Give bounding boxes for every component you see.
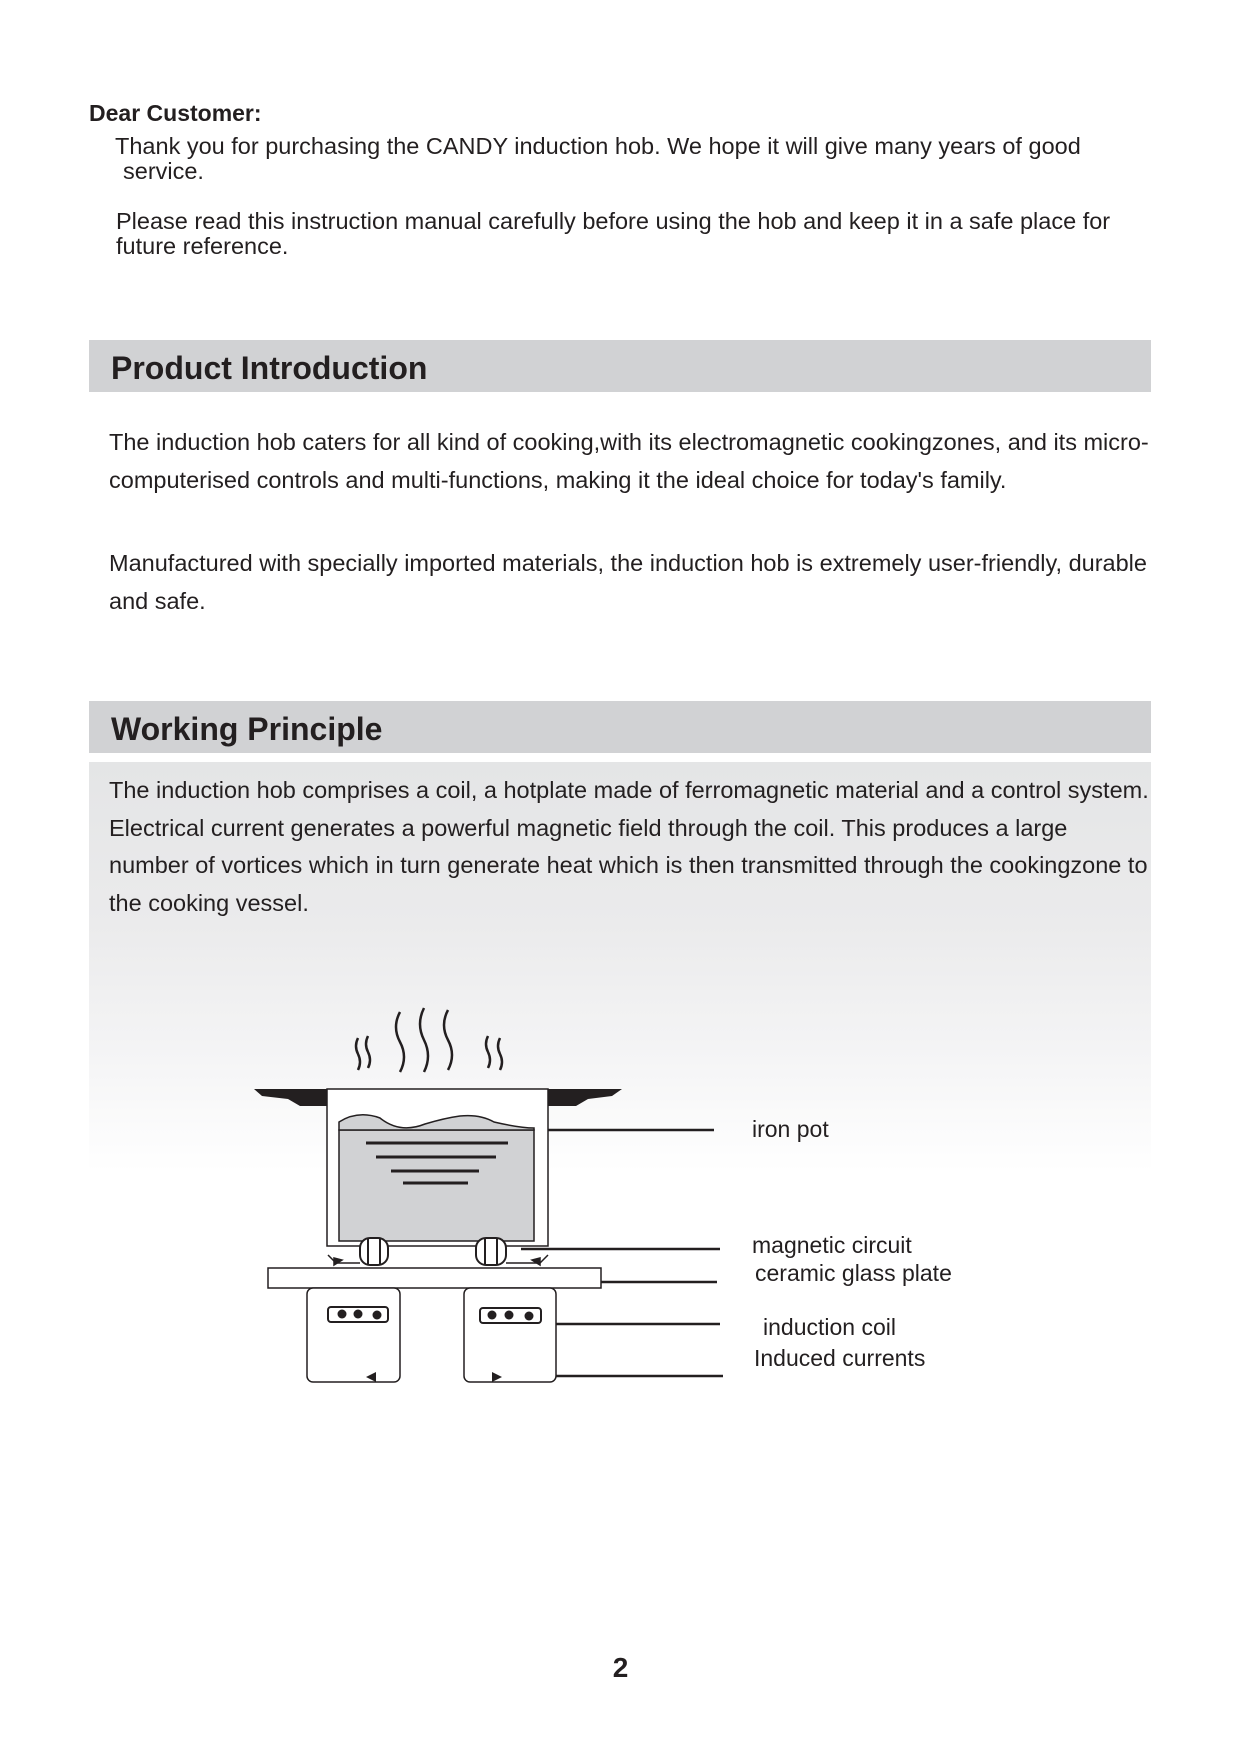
section-title: Product Introduction — [111, 350, 428, 386]
label-ceramic-glass-plate: ceramic glass plate — [755, 1260, 952, 1286]
label-iron-pot: iron pot — [752, 1116, 829, 1142]
thanks-paragraph-line2: service. — [123, 158, 204, 184]
label-magnetic-circuit: magnetic circuit — [752, 1232, 912, 1258]
ceramic-glass-plate-icon — [268, 1268, 601, 1288]
iron-pot-icon — [327, 1089, 548, 1246]
thanks-paragraph-line1: Thank you for purchasing the CANDY induction hob. We hope it will give many years of good — [115, 133, 1081, 159]
greeting: Dear Customer: — [89, 100, 262, 126]
steam-icon — [356, 1008, 502, 1072]
label-induction-coil: induction coil — [763, 1314, 896, 1340]
working-principle-paragraph: The induction hob comprises a coil, a hotplate made of ferromagnetic material and a control system. Electrical current generates a powerful magnetic field through the coil. This produces a large number of vortices which in turn generate heat which is then transmitted through the cookingzone to the cooking vessel. — [109, 777, 1149, 916]
page-number: 2 — [612, 1652, 629, 1683]
label-induced-currents: Induced currents — [754, 1345, 926, 1371]
section-title: Working Principle — [111, 711, 383, 747]
read-manual-paragraph: Please read this instruction manual carefully before using the hob and keep it in a safe place for future reference. — [116, 208, 1111, 259]
product-intro-paragraph-1: The induction hob caters for all kind of cooking,with its electromagnetic cookingzones, and its micro-computerised controls and multi-functions, making it the ideal choice for today's family. — [109, 429, 1149, 493]
product-intro-paragraph-2: Manufactured with specially imported materials, the induction hob is extremely user-friendly, durable and safe. — [109, 550, 1147, 614]
induction-coil-icon — [307, 1288, 556, 1382]
